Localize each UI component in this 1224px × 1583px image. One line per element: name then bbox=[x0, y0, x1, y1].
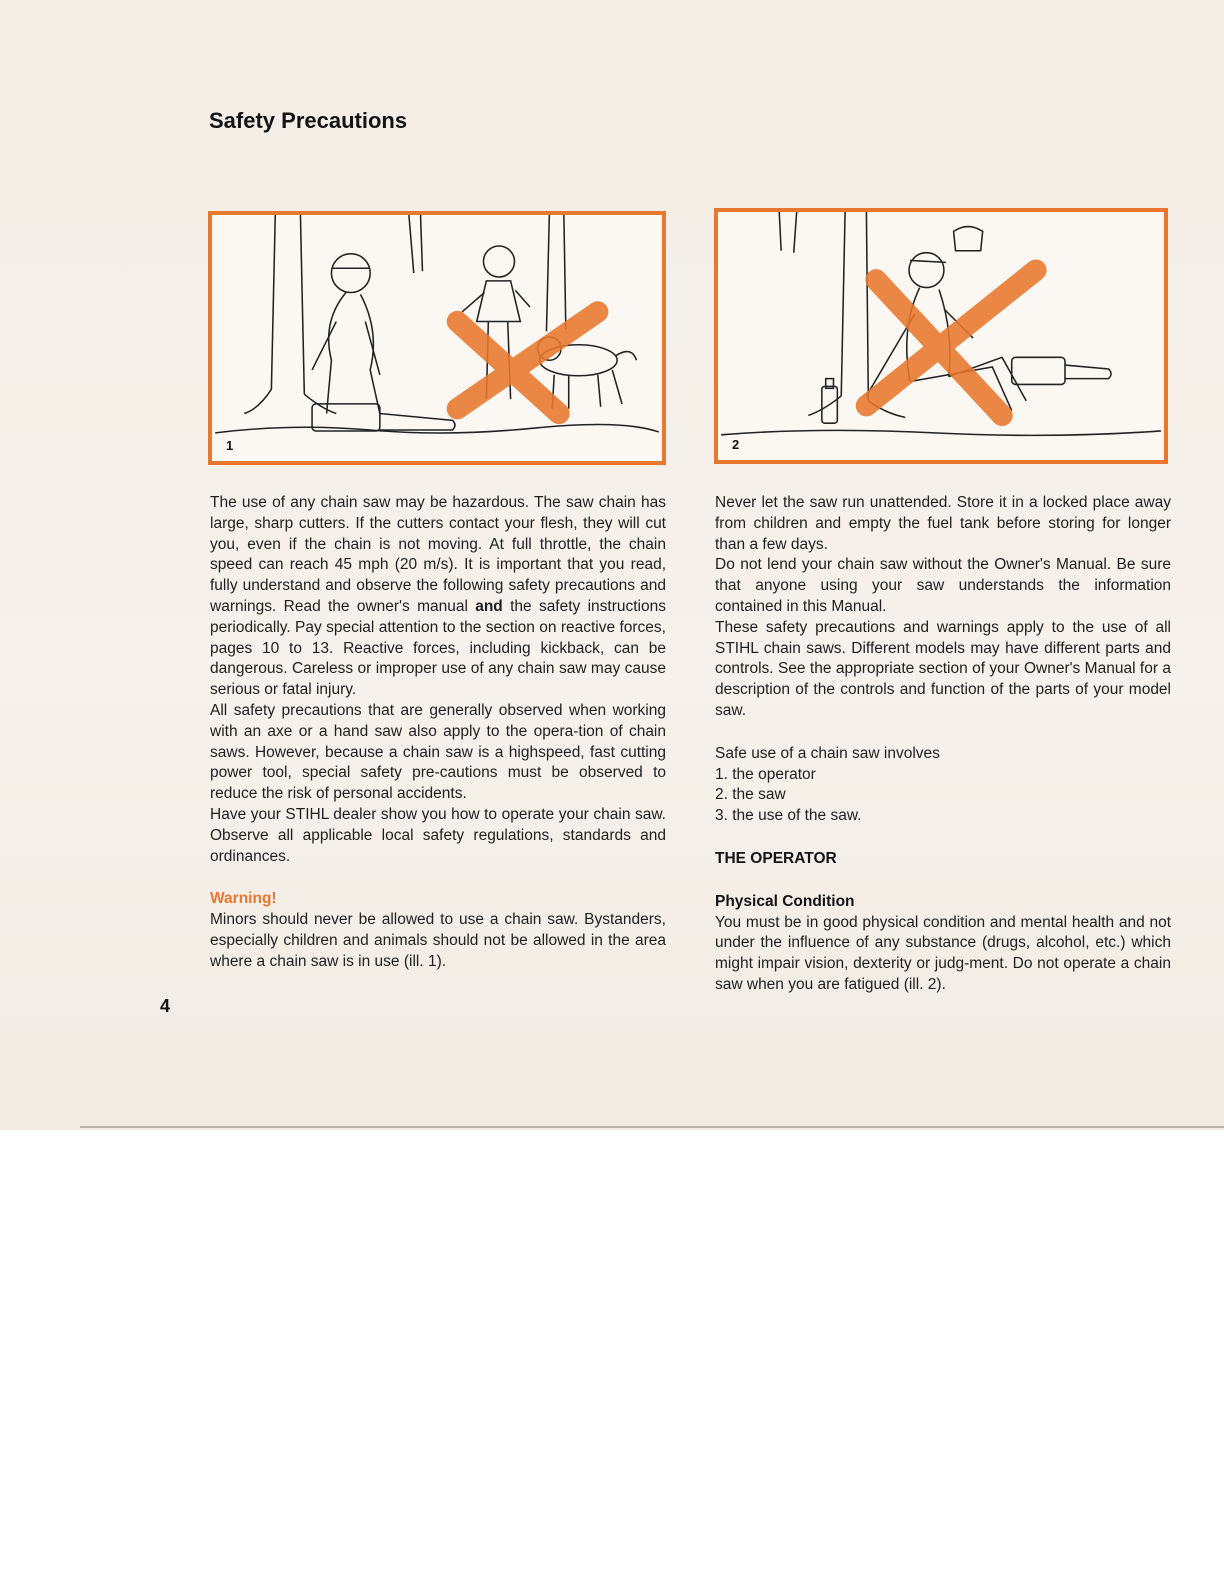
lend-paragraph: Do not lend your chain saw without the Owner's Manual. Be sure that anyone using your saw understands the information contained in this Manual. bbox=[715, 556, 1171, 615]
page-edge bbox=[80, 1126, 1224, 1128]
list-item: 3. the use of the saw. bbox=[715, 807, 862, 825]
list-intro: Safe use of a chain saw involves bbox=[715, 744, 940, 762]
list-item: 2. the saw bbox=[715, 786, 786, 804]
list-item: 1. the operator bbox=[715, 765, 816, 783]
warning-heading: Warning! bbox=[210, 890, 277, 908]
right-column bbox=[715, 493, 1171, 996]
page-title: Safety Precautions bbox=[209, 108, 408, 133]
illustration-1 bbox=[208, 211, 666, 465]
subsection-heading: Physical Condition bbox=[715, 892, 855, 910]
unattended-paragraph: Never let the saw run unattended. Store it in a locked place away from children and empty the fuel tank before storing for longer than a few days. bbox=[715, 494, 1171, 553]
illustration-2 bbox=[714, 208, 1168, 464]
chainsaw-bystander-child-dog-icon bbox=[212, 215, 662, 461]
intro-bold: and bbox=[475, 597, 503, 615]
illustration-1-label: 1 bbox=[226, 438, 234, 453]
page-number: 4 bbox=[160, 996, 171, 1016]
warning-text: Minors should never be allowed to use a chain saw. Bystanders, especially children and animals should not be allowed in the area where a chain saw is in use (ill. 1). bbox=[210, 911, 666, 970]
dealer-paragraph: Have your STIHL dealer show you how to operate your chain saw. Observe all applicable local safety regulations, standards and ordinances. bbox=[210, 805, 666, 865]
physical-condition-text: You must be in good physical condition and mental health and not under the influence of any substance (drugs, alcohol, etc.) which might impair vision, dexterity or judg-ment. Do not operate a chain saw when you are fatigued (ill. 2). bbox=[715, 913, 1171, 993]
chainsaw-fatigued-operator-icon bbox=[718, 212, 1164, 460]
left-column bbox=[210, 493, 666, 973]
axe-paragraph: All safety precautions that are generally observed when working with an axe or a hand saw also apply to the opera-tion of chain saws. However, because a chain saw is a highspeed, fast cutting power tool, special safety pre-cautions must be observed to reduce the risk of personal accidents. bbox=[210, 701, 666, 803]
safe-use-list bbox=[715, 765, 1171, 827]
section-heading: THE OPERATOR bbox=[715, 849, 837, 867]
intro-paragraph: The use of any chain saw may be hazardous. The saw chain has large, sharp cutters. If the cutters contact your flesh, they will cut you, even if the chain is not moving. At full throttle, the chain speed can reach 45 mph (20 m/s). It is important that you read, fully understand and observe the following safety precautions and warnings. Read the owner's manual and the safety instructions periodically. Pay special attention to the section on reactive forces, pages 10 to 13. Reactive forces, including kickback, can be dangerous. Careless or improper use of any chain saw may cause serious or fatal injury. bbox=[210, 494, 666, 699]
illustration-2-label: 2 bbox=[732, 437, 740, 452]
models-paragraph: These safety precautions and warnings apply to the use of all STIHL chain saws. Different models may have different parts and controls. See the appropriate section of your Owner's Manual for a description of the controls and function of the parts of your model saw. bbox=[715, 618, 1171, 719]
